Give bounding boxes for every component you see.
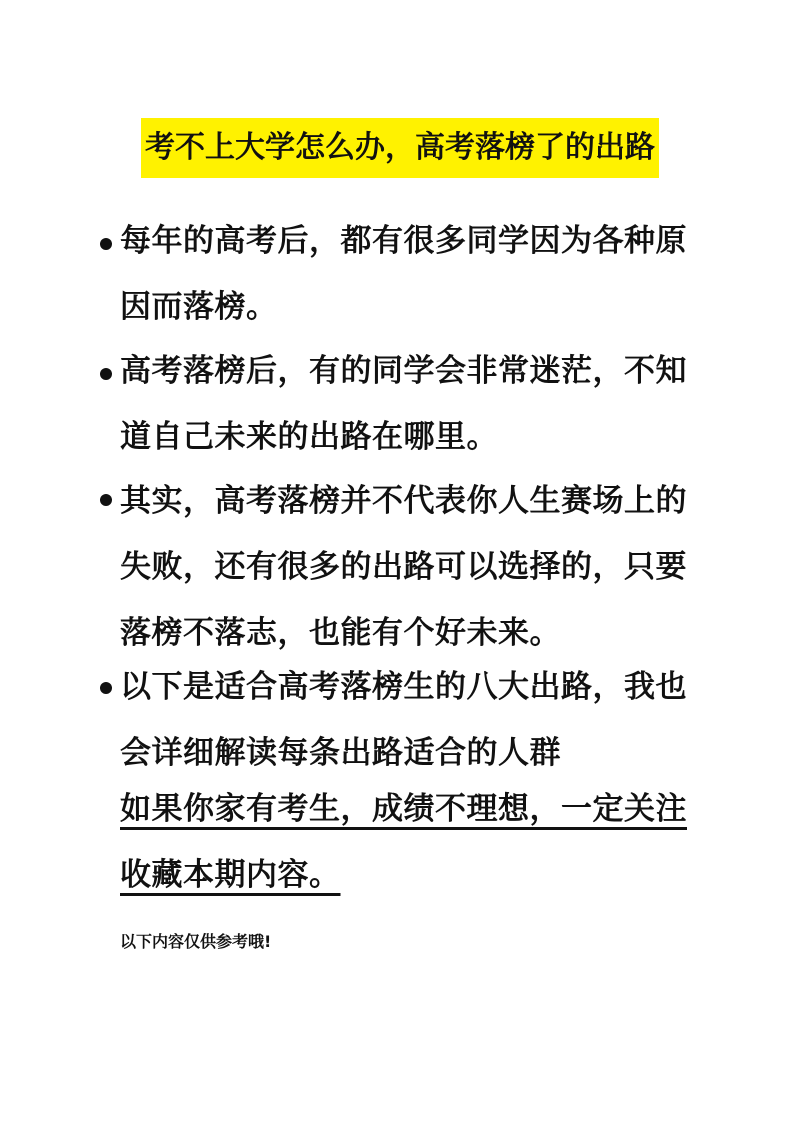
bullet-dot [100, 368, 112, 380]
disclaimer-note: 以下内容仅供参考哦! [120, 932, 272, 951]
bullet-dot [100, 238, 112, 250]
bullet-dot [100, 682, 112, 694]
bullet-paragraph-3: 其实，高考落榜并不代表你人生赛场上的失败，还有很多的出路可以选择的，只要落榜不落志，也能有个好未来。 [120, 483, 687, 651]
title-container [0, 118, 800, 178]
bullet-paragraph-2: 高考落榜后，有的同学会非常迷茫，不知道自己未来的出路在哪里。 [120, 353, 687, 455]
bullet-paragraph-1: 每年的高考后，都有很多同学因为各种原因而落榜。 [120, 223, 687, 325]
page-title: 考不上大学怎么办，高考落榜了的出路 [141, 118, 659, 178]
bullet-dot [100, 494, 112, 506]
emphasis-text: 如果你家有考生，成绩不理想，一定关注收藏本期内容。 [120, 791, 687, 893]
emphasis-paragraph [120, 776, 700, 908]
bullet-paragraph-4: 以下是适合高考落榜生的八大出路，我也会详细解读每条出路适合的人群 [120, 669, 687, 771]
